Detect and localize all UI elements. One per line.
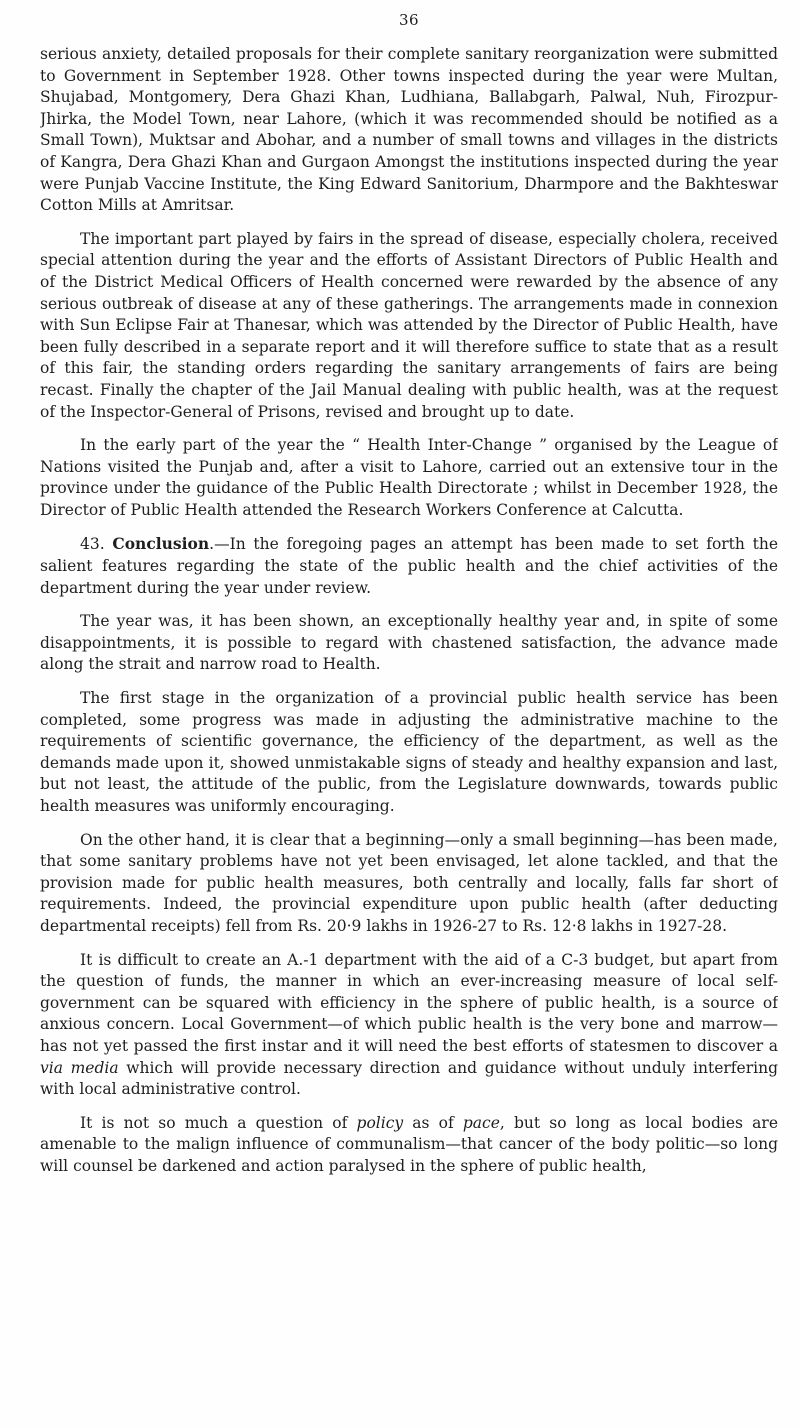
budget-text-2: which will provide necessary direction and guidance without unduly interfering with local administrative control. <box>40 1058 778 1099</box>
paragraph-first-stage: The first stage in the organization of a provincial public health service has been completed, some progress was made in adjusting the administrative machine to the requirements of scientific governance, the efficiency of the department, as well as the demands made upon it, showed unmistakable signs of steady and healthy expansion and last, but not least, the attitude of the public, from the Legislature downwards, towards public health measures was uniformly encouraging. <box>40 689 778 815</box>
paragraph-town-inspections: serious anxiety, detailed proposals for their complete sanitary reorganization were submitted to Government in September 1928. Other towns inspected during the year were Multan, Shujabad, Montgomery, Dera Ghazi Khan, Ludhiana, Ballabgarh, Palwal, Nuh, Firozpur-Jhirka, the Model Town, near Lahore, (which it was recommended should be notified as a Small Town), Muktsar and Abohar, and a number of small towns and villages in the districts of Kangra, Dera Ghazi Khan and Gurgaon Amongst the institutions inspected during the year were Punjab Vaccine Institute, the King Edward Sanitorium, Dharmpore and the Bakhteswar Cotton Mills at Amritsar. <box>40 45 778 215</box>
paragraph-fairs: The important part played by fairs in the spread of disease, especially cholera, received special attention during the year and the efforts of Assistant Directors of Public Health and of the District Medical Officers of Health concerned were rewarded by the absence of any serious outbreak of disease at any of these gatherings. The arrangements made in connexion with Sun Eclipse Fair at Thanesar, which was attended by the Director of Public Health, have been fully described in a separate report and it will therefore suffice to state that as a result of this fair, the standing orders regarding the sanitary arrangements of fairs are being recast. Finally the chapter of the Jail Manual dealing with public health, was at the request of the Inspector-General of Prisons, revised and brought up to date. <box>40 229 778 421</box>
paragraph-budget <box>40 950 778 1101</box>
paragraph-policy-pace <box>40 1113 778 1178</box>
policy-text-1: It is not so much a question of <box>80 1113 357 1132</box>
policy-term: policy <box>356 1113 404 1132</box>
section-number: 43. <box>80 535 105 554</box>
document-page <box>40 10 778 1415</box>
policy-text-2: as of <box>403 1113 463 1132</box>
pace-term: pace <box>462 1113 500 1132</box>
section-heading: Conclusion <box>112 534 210 554</box>
page-number: 36 <box>398 11 420 29</box>
paragraph-other-hand: On the other hand, it is clear that a beginning—only a small beginning—has been made, that some sanitary problems have not yet been envisaged, let alone tackled, and that the provision made for public health measures, both centrally and locally, falls far short of requirements. Indeed, the provincial expenditure upon public health (after deducting departmental receipts) fell from Rs. 20·9 lakhs in 1926-27 to Rs. 12·8 lakhs in 1927-28. <box>40 830 778 935</box>
policy-text-3: , but so long as local bodies are amenable to the malign influence of communalism—that cancer of the body politic—so long will counsel be darkened and action paralysed in the sphere of public health, <box>40 1113 778 1175</box>
via-media-term: via media <box>40 1058 119 1077</box>
paragraph-health-interchange: In the early part of the year the “ Health Inter-Change ” organised by the League of Nations visited the Punjab and, after a visit to Lahore, carried out an extensive tour in the province under the guidance of the Public Health Directorate ; whilst in December 1928, the Director of Public Health attended the Research Workers Conference at Calcutta. <box>40 436 778 519</box>
conclusion-text: .—In the foregoing pages an attempt has been made to set forth the salient features regarding the state of the public health and the chief activities of the department during the year under review. <box>40 535 778 597</box>
paragraph-conclusion <box>40 533 778 599</box>
paragraph-healthy-year: The year was, it has been shown, an exceptionally healthy year and, in spite of some disappointments, it is possible to regard with chastened satisfaction, the advance made along the strait and narrow road to Health. <box>40 612 778 674</box>
budget-text-1: It is difficult to create an A.-1 department with the aid of a C-3 budget, but apart from the question of funds, the manner in which an ever-increasing measure of local self-government can be squared with efficiency in the sphere of public health, is a source of anxious concern. Local Government—of which public health is the very bone and marrow—has not yet passed the first instar and it will need the best efforts of statesmen to discover a <box>40 950 778 1055</box>
